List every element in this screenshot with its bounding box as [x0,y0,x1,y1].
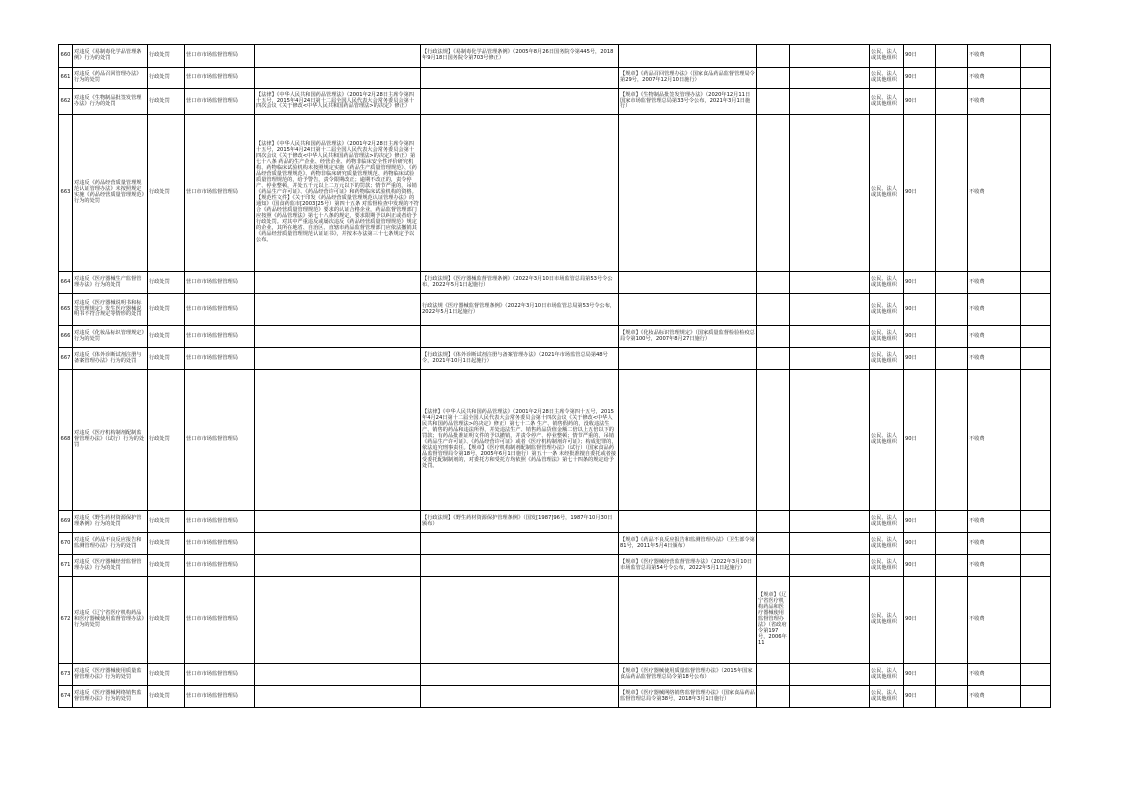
cell-level: 公民、法人或其他组织 [870,326,904,348]
cell-level: 公民、法人或其他组织 [870,577,904,664]
table-row [59,272,1051,294]
cell-name: 对违反《医疗器械经营监督管理办法》行为的处罚 [73,555,148,577]
cell-limit: 90日 [904,45,936,68]
cell-fee: 不收费 [968,294,1021,326]
cell-empty [1021,294,1051,326]
cell-fee: 不收费 [968,555,1021,577]
cell-empty [1021,686,1051,708]
cell-dept: 营口市市场监督管理局 [185,664,255,686]
cell-empty [936,294,968,326]
cell-rule [619,294,757,326]
cell-empty [1021,115,1051,272]
cell-local [757,555,790,577]
cell-limit: 90日 [904,686,936,708]
cell-regulation: 【行政法规】《易制毒化学品管理条例》（2005年8月26日国务院令第445号，2018年9月18日国务院令第703号修正） [421,45,619,68]
cell-empty [790,370,870,511]
cell-regulation [421,326,619,348]
cell-limit: 90日 [904,115,936,272]
cell-local [757,370,790,511]
cell-empty [936,533,968,555]
cell-law [255,664,421,686]
cell-regulation: 【行政法规】《野生药材资源保护管理条例》（国发[1987]96号，1987年10月30日颁布） [421,511,619,533]
cell-regulation [421,577,619,664]
table-body [59,45,1051,708]
cell-regulation [421,89,619,115]
cell-limit: 90日 [904,370,936,511]
table-row [59,370,1051,511]
cell-no: 669 [59,511,73,533]
cell-name: 对违反《生物制品批签发管理办法》行为的处罚 [73,89,148,115]
cell-local: 【规章】《辽宁省医疗机构药品和医疗器械使用监督管理办法》（省政府令第197号，2006年11 [757,577,790,664]
cell-name: 对违反《体外诊断试剂注册与备案管理办法》行为的处罚 [73,348,148,370]
cell-limit: 90日 [904,533,936,555]
cell-category: 行政处罚 [148,555,185,577]
cell-regulation [421,555,619,577]
cell-law [255,326,421,348]
table-row [59,511,1051,533]
cell-rule [619,45,757,68]
cell-limit: 90日 [904,272,936,294]
cell-fee: 不收费 [968,577,1021,664]
cell-empty [1021,555,1051,577]
cell-name: 对违反《化妆品标识管理规定》行为的处罚 [73,326,148,348]
cell-level: 公民、法人或其他组织 [870,533,904,555]
cell-rule [619,511,757,533]
cell-empty [790,511,870,533]
table-row [59,45,1051,68]
cell-category: 行政处罚 [148,664,185,686]
cell-no: 672 [59,577,73,664]
cell-law [255,45,421,68]
table-row [59,555,1051,577]
table-row [59,89,1051,115]
cell-dept: 营口市市场监督管理局 [185,348,255,370]
cell-law [255,511,421,533]
cell-category: 行政处罚 [148,686,185,708]
cell-empty [936,555,968,577]
cell-rule: 【规章】《化妆品标识管理规定》（国家质量监督检验检疫总局令第100号，2007年8月27日施行） [619,326,757,348]
cell-no: 661 [59,68,73,89]
cell-empty [790,272,870,294]
cell-level: 公民、法人或其他组织 [870,370,904,511]
cell-level: 公民、法人或其他组织 [870,511,904,533]
table-row [59,294,1051,326]
cell-empty [790,68,870,89]
cell-regulation [421,68,619,89]
table-row [59,348,1051,370]
cell-local [757,326,790,348]
table-row [59,664,1051,686]
cell-empty [1021,68,1051,89]
cell-law [255,533,421,555]
cell-category: 行政处罚 [148,45,185,68]
cell-local [757,533,790,555]
cell-limit: 90日 [904,511,936,533]
cell-category: 行政处罚 [148,272,185,294]
cell-law [255,577,421,664]
cell-empty [790,664,870,686]
cell-dept: 营口市市场监督管理局 [185,272,255,294]
cell-limit: 90日 [904,664,936,686]
table-row [59,326,1051,348]
cell-empty [1021,272,1051,294]
cell-limit: 90日 [904,89,936,115]
cell-rule [619,370,757,511]
cell-law [255,686,421,708]
cell-rule: 【规章】《药品召回管理办法》（国家食品药品监督管理局令第29号，2007年12月10日施行） [619,68,757,89]
cell-dept: 营口市市场监督管理局 [185,511,255,533]
cell-level: 公民、法人或其他组织 [870,686,904,708]
cell-no: 674 [59,686,73,708]
cell-local [757,294,790,326]
cell-category: 行政处罚 [148,348,185,370]
cell-dept: 营口市市场监督管理局 [185,686,255,708]
cell-empty [936,348,968,370]
cell-law: 【法律】《中华人民共和国药品管理法》（2001年2月28日主席令第四十五号，2015年4月24日第十二届全国人民代表大会常务委员会第十四次会议《关于修改<中华人民共和国药品管理法>的决定》修正）第七十八条 药品的生产企业、经营企业、药物非临床安全性评价研究机构、药物临床试验机构未按照规定实施《药品生产质量管理规范》、《药品经营质量管理规范》、药物非临床研究质量管理规范、药物临床试验质量管理规范的，给予警告，责令限期改正；逾期不改正的，责令停产、停业整顿，并处五千元以上二万元以下的罚款；情节严重的，吊销《药品生产许可证》、《药品经营许可证》和药物临床试验机构的资格。【规范性文件】《关于印发《药品经营质量管理规范认证管理办法》的通知》（国食药监市[2003]25号）第四十五条 对监督检查中发现的不符合《药品经营质量管理规范》要求的认证合格企业，药品监督管理部门应按照《药品管理法》第七十八条的规定，要求限期予以纠正或者给予行政处罚。对其中严重违反或屡次违反《药品经营质量管理规范》规定的企业，其所在地省、自治区、直辖市药品监督管理部门应依法撤销其《药品经营质量管理规范认证证书》，并按本办法第三十七条规定予以公布。 [255,115,421,272]
cell-fee: 不收费 [968,533,1021,555]
penalty-table [58,44,1051,708]
cell-empty [1021,326,1051,348]
cell-local [757,89,790,115]
cell-regulation [421,686,619,708]
cell-dept: 营口市市场监督管理局 [185,68,255,89]
cell-fee: 不收费 [968,68,1021,89]
cell-empty [790,533,870,555]
cell-dept: 营口市市场监督管理局 [185,115,255,272]
cell-empty [790,294,870,326]
cell-empty [1021,533,1051,555]
cell-level: 公民、法人或其他组织 [870,272,904,294]
cell-empty [936,272,968,294]
cell-name: 对违反《医疗器械使用质量监督管理办法》行为的处罚 [73,664,148,686]
cell-fee: 不收费 [968,89,1021,115]
cell-no: 665 [59,294,73,326]
cell-category: 行政处罚 [148,89,185,115]
cell-name: 对违反《药品经营质量管理规范认证管理办法》未按照规定实施《药品经营质量管理规范》行为的处罚 [73,115,148,272]
cell-fee: 不收费 [968,348,1021,370]
cell-empty [790,115,870,272]
cell-empty [936,511,968,533]
cell-fee: 不收费 [968,664,1021,686]
cell-no: 664 [59,272,73,294]
cell-rule: 【规章】《医疗器械网络销售监督管理办法》（国家食品药品监督管理总局令第38号，2018年3月1日施行） [619,686,757,708]
cell-empty [936,45,968,68]
cell-level: 公民、法人或其他组织 [870,68,904,89]
cell-category: 行政处罚 [148,68,185,89]
cell-dept: 营口市市场监督管理局 [185,45,255,68]
cell-empty [1021,45,1051,68]
cell-no: 668 [59,370,73,511]
cell-category: 行政处罚 [148,294,185,326]
cell-category: 行政处罚 [148,115,185,272]
cell-no: 673 [59,664,73,686]
cell-name: 对违反《药品召回管理办法》行为的处罚 [73,68,148,89]
cell-dept: 营口市市场监督管理局 [185,89,255,115]
cell-law [255,555,421,577]
cell-regulation [421,115,619,272]
cell-dept: 营口市市场监督管理局 [185,577,255,664]
cell-fee: 不收费 [968,45,1021,68]
cell-rule: 【规章】《医疗器械经营监督管理办法》（2022年3月10日市场监管总局第54号令公布，2022年5月1日起施行） [619,555,757,577]
cell-fee: 不收费 [968,115,1021,272]
cell-empty [936,577,968,664]
table-row [59,533,1051,555]
cell-rule [619,272,757,294]
cell-empty [936,686,968,708]
cell-regulation: 【行政法规】《医疗器械监督管理条例》（2022年3月10日市场监管总局第53号令公布，2022年5月1日起施行） [421,272,619,294]
cell-local [757,68,790,89]
cell-empty [1021,511,1051,533]
cell-local [757,272,790,294]
cell-empty [936,89,968,115]
cell-empty [790,326,870,348]
cell-rule: 【规章】《生物制品批签发管理办法》（2020年12月11日国家市场监督管理总局第33号令公布，2021年3月1日施行） [619,89,757,115]
cell-no: 666 [59,326,73,348]
cell-local [757,511,790,533]
cell-level: 公民、法人或其他组织 [870,555,904,577]
cell-empty [790,45,870,68]
table-row [59,68,1051,89]
cell-limit: 90日 [904,294,936,326]
cell-limit: 90日 [904,555,936,577]
cell-empty [936,326,968,348]
cell-regulation: 【法律】《中华人民共和国药品管理法》（2001年2月28日主席令第四十五号，2015年4月24日第十二届全国人民代表大会常务委员会第十四次会议《关于修改<中华人民共和国药品管理法>的决定》修正）第七十二条 生产、销售假药的，没收违法生产、销售的药品和违法所得，并处违法生产、销售药品货值金额二倍以上五倍以下的罚款；有药品批准证明文件的予以撤销，并责令停产、停业整顿；情节严重的，吊销《药品生产许可证》、《药品经营许可证》或者《医疗机构制剂许可证》；构成犯罪的，依法追究刑事责任。【规章】《医疗机构制剂配制监督管理办法》（试行）（国家食品药品监督管理局令第18号，2005年6月1日施行）第五十一条 未经批准擅自委托或者接受委托配制制剂的，对委托方和受托方均依照《药品管理法》第七十四条的规定给予处罚。 [421,370,619,511]
cell-no: 660 [59,45,73,68]
cell-no: 671 [59,555,73,577]
cell-no: 662 [59,89,73,115]
cell-level: 公民、法人或其他组织 [870,294,904,326]
cell-level: 公民、法人或其他组织 [870,115,904,272]
cell-dept: 营口市市场监督管理局 [185,370,255,511]
cell-no: 667 [59,348,73,370]
cell-rule [619,115,757,272]
cell-fee: 不收费 [968,326,1021,348]
cell-local [757,664,790,686]
cell-empty [1021,370,1051,511]
cell-law: 【法律】《中华人民共和国药品管理法》（2001年2月28日主席令第四十五号，2015年4月24日第十二届全国人民代表大会常务委员会第十四次会议《关于修改<中华人民共和国药品管理法>的决定》修正） [255,89,421,115]
cell-law [255,68,421,89]
cell-empty [936,370,968,511]
cell-category: 行政处罚 [148,511,185,533]
cell-limit: 90日 [904,577,936,664]
cell-name: 对违反《医疗器械生产监督管理办法》行为的处罚 [73,272,148,294]
cell-local [757,348,790,370]
cell-no: 663 [59,115,73,272]
cell-dept: 营口市市场监督管理局 [185,533,255,555]
cell-local [757,45,790,68]
cell-local [757,115,790,272]
cell-category: 行政处罚 [148,577,185,664]
cell-level: 公民、法人或其他组织 [870,664,904,686]
cell-dept: 营口市市场监督管理局 [185,555,255,577]
cell-rule [619,577,757,664]
cell-name: 对违反《易制毒化学品管理条例》行为的处罚 [73,45,148,68]
table-row [59,577,1051,664]
cell-category: 行政处罚 [148,533,185,555]
cell-name: 对违反《医疗器械说明书和标签管理规定》发生医疗器械说明书不符合规定等情形的处罚 [73,294,148,326]
cell-level: 公民、法人或其他组织 [870,45,904,68]
cell-empty [1021,348,1051,370]
cell-local [757,686,790,708]
cell-rule [619,348,757,370]
cell-name: 对违反《辽宁省医疗机构药品和医疗器械使用监督管理办法》行为的处罚 [73,577,148,664]
table-row [59,115,1051,272]
table-row [59,686,1051,708]
cell-empty [790,577,870,664]
cell-empty [936,664,968,686]
cell-empty [936,68,968,89]
cell-fee: 不收费 [968,272,1021,294]
cell-empty [1021,577,1051,664]
cell-name: 对违反《野生药材资源保护管理条例》行为的处罚 [73,511,148,533]
cell-rule: 【规章】《医疗器械使用质量监督管理办法》（2015年国家食品药品监督管理总局令第18号公布） [619,664,757,686]
cell-limit: 90日 [904,68,936,89]
cell-empty [790,89,870,115]
cell-regulation [421,533,619,555]
cell-regulation: 【行政法规】《体外诊断试剂注册与备案管理办法》（2021年市场监管总局第48号令，2021年10月1日起施行） [421,348,619,370]
cell-regulation: 行政法规《医疗器械监督管理条例》（2022年3月10日市场监管总局第53号令公布，2022年5月1日起施行） [421,294,619,326]
cell-empty [936,115,968,272]
cell-name: 对违反《医疗器械网络销售监督管理办法》行为的处罚 [73,686,148,708]
cell-rule: 【规章】《药品不良反应报告和监测管理办法》（卫生部令第81号，2011年5月4日颁布） [619,533,757,555]
cell-name: 对违反《医疗机构制剂配制监督管理办法》（试行）行为的处罚 [73,370,148,511]
cell-fee: 不收费 [968,370,1021,511]
cell-dept: 营口市市场监督管理局 [185,326,255,348]
cell-empty [790,348,870,370]
cell-name: 对违反《药品不良反应报告和监测管理办法》行为的处罚 [73,533,148,555]
cell-empty [1021,89,1051,115]
cell-empty [790,555,870,577]
cell-category: 行政处罚 [148,370,185,511]
cell-law [255,370,421,511]
cell-level: 公民、法人或其他组织 [870,89,904,115]
cell-limit: 90日 [904,326,936,348]
cell-limit: 90日 [904,348,936,370]
cell-empty [1021,664,1051,686]
cell-regulation [421,664,619,686]
cell-empty [790,686,870,708]
cell-law [255,294,421,326]
cell-law [255,272,421,294]
cell-fee: 不收费 [968,511,1021,533]
cell-dept: 营口市市场监督管理局 [185,294,255,326]
cell-law [255,348,421,370]
cell-no: 670 [59,533,73,555]
cell-fee: 不收费 [968,686,1021,708]
cell-category: 行政处罚 [148,326,185,348]
cell-level: 公民、法人或其他组织 [870,348,904,370]
